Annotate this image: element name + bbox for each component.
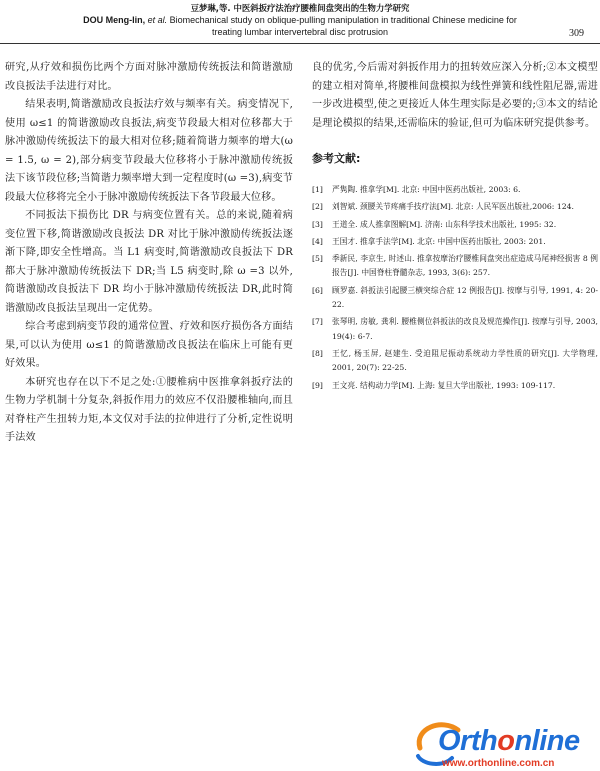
reference-number: [4] xyxy=(312,236,323,246)
reference-number: [6] xyxy=(312,285,323,295)
header-author: DOU Meng-lin, xyxy=(83,15,148,25)
reference-text: 王国才. 推拿手法学[M]. 北京: 中国中医药出版社, 2003: 201. xyxy=(332,236,546,246)
reference-item xyxy=(312,218,598,232)
watermark-url: www.orthonline.com.cn xyxy=(442,758,555,769)
reference-text: 刘智斌. 颈腰关节疼痛手技疗法[M]. 北京: 人民军医出版社,2006: 124. xyxy=(332,202,574,212)
body-paragraph: 研究,从疗效和损伤比两个方面对脉冲激励传统扳法和简谐激励改良扳法手法进行对比。 xyxy=(5,62,293,92)
reference-item xyxy=(312,315,598,344)
reference-number: [2] xyxy=(312,202,323,212)
reference-text: 张琴明, 房敏, 龚利. 腰椎侧位斜扳法的改良及规范操作[J]. 按摩与引导, 2003, 19(4): 6-7. xyxy=(332,317,598,341)
reference-text: 王文亮. 结构动力学[M]. 上海: 复旦大学出版社, 1993: 109-117. xyxy=(332,380,556,390)
header-etal: et al. xyxy=(147,15,168,25)
reference-item xyxy=(312,284,598,313)
header-divider xyxy=(0,43,600,44)
left-column xyxy=(5,59,293,448)
body-paragraph: 不同扳法下损伤比 DR 与病变位置有关。总的来说,随着病变位置下移,简谐激励改良扳法 DR 对比于脉冲激励传统扳法逐渐下降,即安全性增高。当 L1 病变时,简谐激励改良扳法下 DR 都大于脉冲激励传统扳法下 DR;当 L5 病变时,除 ω =3 以外,简谐激励改良扳法下 DR 均小于脉冲激励传统扳法 DR,此时简谐激励改良扳法呈现出一定优势。 xyxy=(5,210,293,314)
reference-item xyxy=(312,235,598,249)
right-column xyxy=(312,59,598,396)
body-paragraph: 结果表明,简谐激励改良扳法疗效与频率有关。病变情况下,使用 ω≤1 的简谐激励改良扳法,病变节段最大相对位移都大于脉冲激励传统扳法下的最大相对位移;随着简谐力频率的增大(ω = 1.5, ω = 2),部分病变节段最大位移将小于脉冲激励传统扳法下该节段位移;当简谐力频率增大到一定程度时(ω =3),病变节段最大位移将完全小于脉冲激励传统扳法下各节段最大位移。 xyxy=(5,99,293,203)
reference-item xyxy=(312,347,598,376)
reference-text: 顾罗嘉. 斜扳法引起腰三横突综合症 12 例报告[J]. 按摩与引导, 1991, 4: 20-22. xyxy=(332,285,598,310)
reference-number: [3] xyxy=(312,219,323,229)
reference-item xyxy=(312,379,598,393)
reference-text: 王忆, 杨玉屏, 赵建生. 受迫阻尼振动系统动力学性质的研究[J]. 大学物理, 2001, 20(7): 22-25. xyxy=(332,348,598,373)
reference-text: 季新民, 李京生, 时述山. 推拿按摩治疗腰椎间盘突出症造成马尾神经损害 8 例报告[J]. 中国脊柱脊髓杂志, 1993, 3(6): 257. xyxy=(332,254,598,278)
page-number: 309 xyxy=(569,28,584,39)
reference-text: 严隽陶. 推拿学[M]. 北京: 中国中医药出版社, 2003: 6. xyxy=(332,185,521,194)
header-english-title-line2: treating lumbar intervertebral disc protrusion xyxy=(211,27,389,37)
reference-number: [1] xyxy=(312,185,323,194)
orthonline-watermark-logo xyxy=(412,718,600,771)
body-paragraph: 本研究也存在以下不足之处:①腰椎病中医推拿斜扳疗法的生物力学机制十分复杂,斜扳作用力的效应不仅沿腰椎轴向,而且对脊柱产生扭转力矩,本文仅对手法的拉伸进行了分析,定性说明手法效 xyxy=(5,376,293,443)
watermark-brand-text: Orthonline xyxy=(438,725,580,757)
reference-item xyxy=(312,252,598,281)
header-chinese-citation: 豆梦琳,等. 中医斜扳疗法治疗腰椎间盘突出的生物力学研究 xyxy=(190,3,410,13)
body-paragraph-continuation: 良的优劣,今后需对斜扳作用力的扭转效应深入分析;②本文模型的建立相对简单,将腰椎间盘模拟为线性弹簧和线性阻尼器,需进一步改进模型,使之更接近人体生理实际是必要的;③本文的结论是理论模拟的结果,还需临床的验证,但可为临床研究提供参考。 xyxy=(312,62,598,129)
reference-number: [8] xyxy=(312,348,323,358)
reference-item xyxy=(312,183,598,197)
reference-number: [7] xyxy=(312,317,323,327)
reference-number: [5] xyxy=(312,254,323,264)
reference-list xyxy=(312,183,598,393)
reference-item xyxy=(312,200,598,214)
reference-number: [9] xyxy=(312,380,323,390)
body-paragraph: 综合考虑到病变节段的通常位置、疗效和医疗损伤各方面结果,可以认为使用 ω≤1 的简谐激励改良扳法在临床上可能有更好效果。 xyxy=(5,321,293,369)
references-heading: 参考文献: xyxy=(312,152,361,165)
header-english-title: Biomechanical study on oblique-pulling manipulation in traditional Chinese medicine for xyxy=(167,15,517,25)
header-english-title-line1 xyxy=(20,15,580,25)
reference-text: 王道全. 成人推拿图解[M]. 济南: 山东科学技术出版社, 1995: 32. xyxy=(332,219,557,229)
